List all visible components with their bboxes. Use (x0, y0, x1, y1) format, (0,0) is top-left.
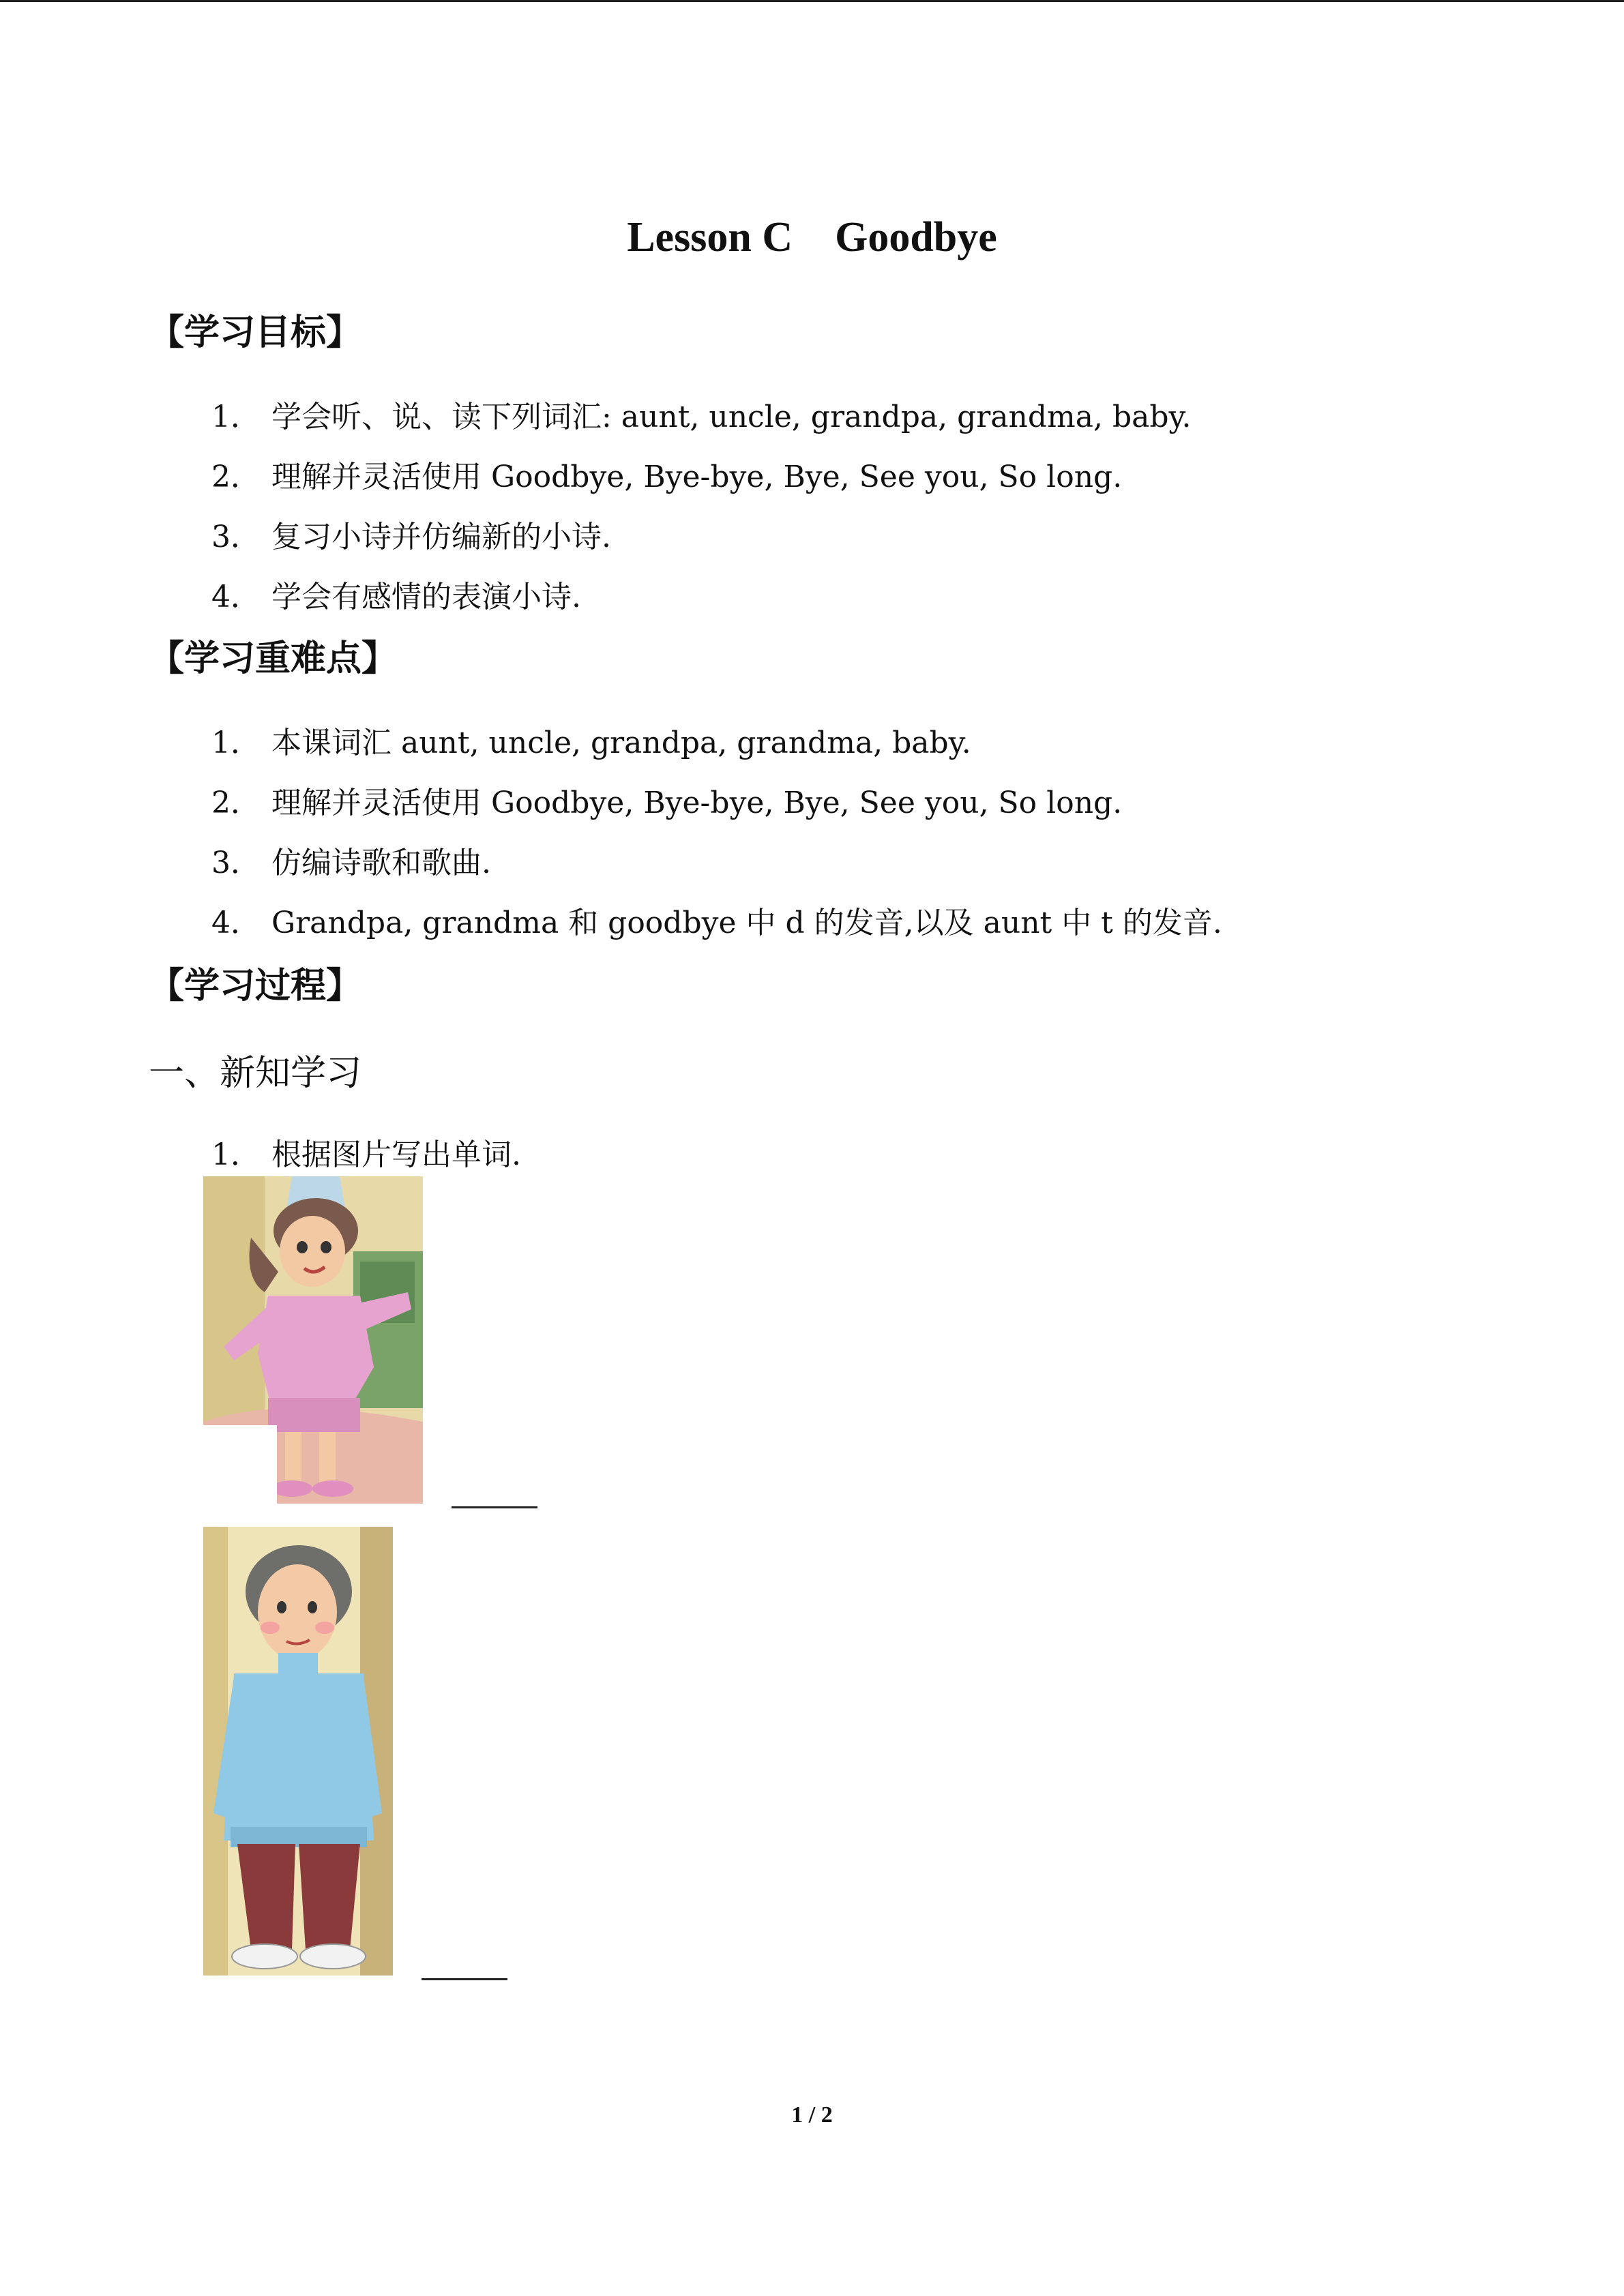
item-number: 3． (211, 520, 261, 554)
page-title: Lesson C Goodbye (627, 214, 997, 260)
key-point-item-4 (211, 898, 1222, 942)
uncle-illustration (203, 1527, 393, 1976)
process-heading: 【学习过程】 (149, 966, 362, 1007)
item-text: 本课词汇 aunt, uncle, grandpa, grandma, baby. (271, 726, 971, 760)
key-points-heading: 【学习重难点】 (149, 638, 398, 679)
aunt-illustration (203, 1176, 423, 1504)
key-point-item-1 (211, 718, 971, 762)
item-text: 理解并灵活使用 Goodbye, Bye-bye, Bye, See you, So long. (271, 786, 1123, 820)
answer-blank-1[interactable] (452, 1506, 537, 1508)
answer-blank-2[interactable] (422, 1978, 507, 1980)
task-item-1 (211, 1130, 521, 1174)
item-text: 学会听、说、读下列词汇: aunt, uncle, grandpa, grandma, baby. (271, 400, 1192, 434)
objectives-heading: 【学习目标】 (149, 312, 362, 353)
objective-item-4 (211, 572, 581, 616)
uncle-picture (203, 1527, 393, 1976)
aunt-picture (203, 1176, 423, 1504)
key-point-item-2 (211, 778, 1122, 822)
page-number: 1 / 2 (791, 2102, 833, 2128)
item-text: 仿编诗歌和歌曲. (271, 846, 491, 880)
item-number: 3． (211, 846, 261, 880)
objective-item-3 (211, 512, 611, 556)
item-number: 4． (211, 906, 261, 940)
item-number: 1． (211, 400, 261, 434)
item-text: 根据图片写出单词. (271, 1137, 521, 1172)
item-number: 4． (211, 580, 261, 614)
objective-item-1 (211, 392, 1192, 436)
item-text: Grandpa, grandma 和 goodbye 中 d 的发音,以及 aunt 中 t 的发音. (271, 906, 1222, 940)
item-text: 理解并灵活使用 Goodbye, Bye-bye, Bye, See you, So long. (271, 460, 1123, 494)
item-text: 复习小诗并仿编新的小诗. (271, 520, 611, 554)
key-point-item-3 (211, 838, 491, 882)
item-number: 2． (211, 786, 261, 820)
objective-item-2 (211, 452, 1122, 496)
item-text: 学会有感情的表演小诗. (271, 580, 581, 614)
item-number: 2． (211, 460, 261, 494)
item-number: 1． (211, 726, 261, 760)
new-knowledge-heading: 一、新知学习 (149, 1053, 362, 1094)
item-number: 1． (211, 1137, 261, 1172)
